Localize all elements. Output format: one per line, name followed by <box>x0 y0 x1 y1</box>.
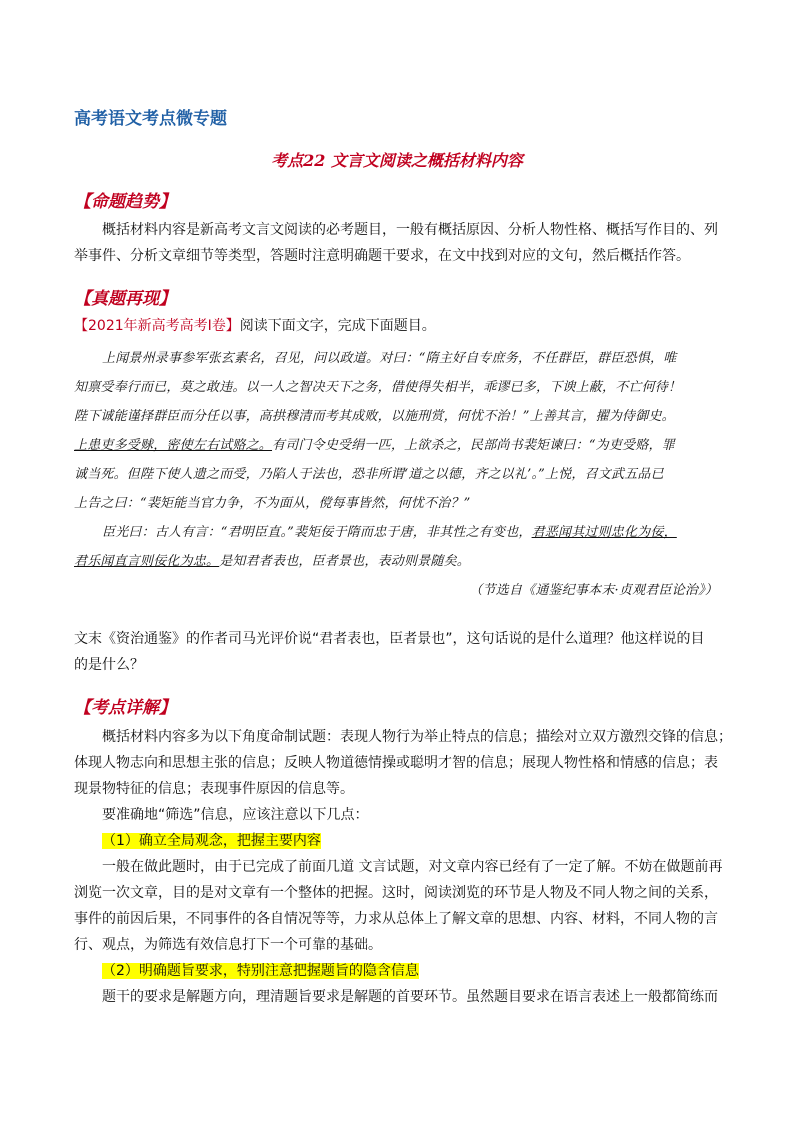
underlined-sentence: 君乐闻直言则佞化为忠。 <box>74 554 220 569</box>
text-line: 文末《资治通鉴》的作者司马光评价说“君者表也，臣者景也”，这句话说的是什么道理？他这样说的目 <box>74 631 705 647</box>
text-line: 事件的前因后果，不同事件的各自情况等等，力求从总体上了解文章的思想、内容、材料，不同人物的言 <box>74 911 718 927</box>
section-heading-detail: 【考点详解】 <box>74 698 176 718</box>
highlighted-heading: （2）明确题旨要求，特别注意把握题旨的隐含信息 <box>102 963 419 979</box>
text-line: 概括材料内容是新高考文言文阅读的必考题目，一般有概括原因、分析人物性格、概括写作目的、列 <box>102 222 718 238</box>
classical-line: 诚当死。但陛下使人遗之而受，乃陷人于法也，恐非所谓‘道之以德，齐之以礼’。”上悦，召文武五品已 <box>74 467 664 482</box>
text-line: 概括材料内容多为以下角度命制试题：表现人物行为举止特点的信息；描绘对立双方激烈交锋的信息； <box>102 729 732 745</box>
classical-line: 上闻景州录事参军张玄素名，召见，问以政道。对曰：“隋主好自专庶务，不任群臣，群臣恐惧，唯 <box>102 351 677 366</box>
point-heading-2 <box>74 958 722 984</box>
classical-line-rest: 是知君者表也，臣者景也，表动则景随矣。 <box>219 554 471 569</box>
underlined-sentence: 上患吏多受赇，密使左右试赂之。 <box>74 438 273 453</box>
series-title: 高考语文考点微专题 <box>74 109 227 129</box>
text-line: 要准确地“筛选”信息，应该注意以下几点： <box>102 807 369 823</box>
underlined-sentence: 君恶闻其过则忠化为佞， <box>531 525 677 540</box>
exam-source-label: 【2021年新高考高考Ⅰ卷】 <box>74 318 240 334</box>
section-heading-trend: 【命题趋势】 <box>74 192 176 212</box>
page-title: 考点22 文言文阅读之概括材料内容 <box>271 151 523 170</box>
classical-text <box>74 344 722 605</box>
question-text <box>74 626 722 678</box>
text-line: 体现人物志向和思想主张的信息；反映人物道德情操或聪明才智的信息；展现人物性格和情感的信息；表 <box>74 755 718 771</box>
classical-line <box>74 547 722 576</box>
detail-paragraph <box>74 724 732 1010</box>
classical-line-rest: 有司门令史受绢一匹，上欲杀之，民部尚书裴矩谏曰：“为吏受赂，罪 <box>272 438 675 453</box>
classical-line <box>74 518 722 547</box>
highlighted-heading: （1）确立全局观念，把握主要内容 <box>102 833 321 849</box>
trend-paragraph <box>74 217 722 269</box>
text-line: 浏览一次文章，目的是对文章有一个整体的把握。这时，阅读浏览的环节是人物及不同人物之间的关系， <box>74 885 718 901</box>
section-heading-real: 【真题再现】 <box>74 289 176 309</box>
question-source <box>74 313 722 339</box>
classical-line: 陛下诚能谨择群臣而分任以事，高拱穆清而考其成败，以施刑赏，何忧不治！”上善其言，擢为侍御史。 <box>74 409 675 424</box>
classical-line: 上告之曰：“裴矩能当官力争，不为面从，傥每事皆然，何忧不治？” <box>74 496 471 511</box>
classical-line: 知禀受奉行而已，莫之敢违。以一人之智决天下之务，借使得失相半，乖谬已多，下谀上蔽，不亡何待！ <box>74 380 682 395</box>
text-line: 行、观点，为筛选有效信息打下一个可靠的基础。 <box>74 937 382 953</box>
point-heading-1 <box>74 828 722 854</box>
question-instruction: 阅读下面文字，完成下面题目。 <box>239 318 436 334</box>
classical-line <box>74 431 722 460</box>
text-line: 题干的要求是解题方向，理清题旨要求是解题的首要环节。虽然题目要求在语言表述上一般都简练而 <box>102 989 718 1005</box>
text-line: 一般在做此题时，由于已完成了前面几道 文言试题，对文章内容已经有了一定了解。不妨在做题前再 <box>102 859 723 875</box>
classical-line-start: 臣光曰：古人有言：“君明臣直。”裴矩佞于隋而忠于唐，非其性之有变也， <box>102 525 532 540</box>
citation: （节选自《通鉴纪事本末·贞观君臣论治》） <box>469 583 718 598</box>
text-line: 现景物特征的信息；表现事件原因的信息等。 <box>74 781 354 797</box>
text-line: 举事件、分析文章细节等类型，答题时注意明确题干要求，在文中找到对应的文句，然后概括作答。 <box>74 248 690 264</box>
text-line: 的是什么？ <box>74 657 144 673</box>
